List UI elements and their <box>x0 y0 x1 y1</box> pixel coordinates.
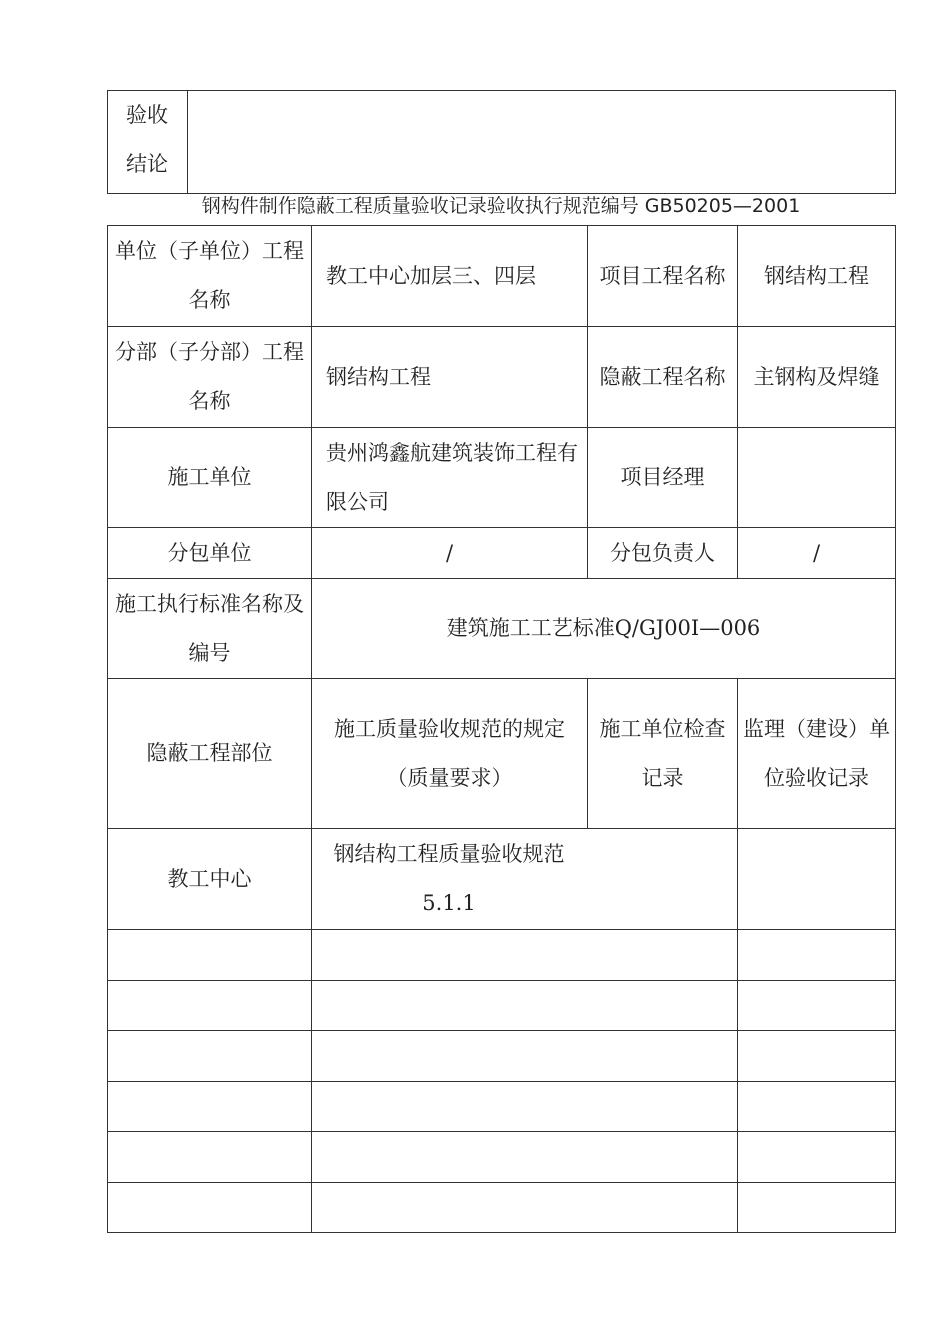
location-cell <box>108 1183 312 1233</box>
supervision-cell <box>738 1183 896 1233</box>
manager-label: 项目经理 <box>620 465 705 489</box>
project-value-cell <box>738 226 896 327</box>
location-cell <box>108 930 312 981</box>
table-row <box>108 1082 896 1132</box>
location-cell <box>108 981 312 1031</box>
form-title: 钢构件制作隐蔽工程质量验收记录验收执行规范编号 GB50205—2001 <box>201 195 801 217</box>
table-row <box>108 1132 896 1183</box>
standard-label-cell <box>108 579 312 679</box>
location-header: 隐蔽工程部位 <box>146 741 273 765</box>
hidden-name-label-cell <box>588 327 738 428</box>
contractor-value-cell <box>312 428 588 528</box>
spec-check-cell <box>312 930 738 981</box>
supervision-cell <box>738 1082 896 1132</box>
manager-value-cell <box>738 428 896 528</box>
unit-value: 教工中心加层三、四层 <box>326 263 536 288</box>
spec-value: 钢结构工程质量验收规范5.1.1 <box>333 842 565 915</box>
table-row <box>108 829 896 930</box>
unit-label-cell <box>108 226 312 327</box>
table-row <box>108 930 896 981</box>
sub-lead-value-cell <box>738 528 896 579</box>
location-cell <box>108 829 312 930</box>
table-row <box>108 1183 896 1233</box>
supervision-header: 监理（建设）单位验收记录 <box>743 716 890 790</box>
acceptance-label: 验收结论 <box>126 103 168 176</box>
spec-check-cell <box>312 1183 738 1233</box>
supervision-cell <box>738 981 896 1031</box>
project-label-cell <box>588 226 738 327</box>
division-value-cell <box>312 327 588 428</box>
spec-check-cell <box>312 1132 738 1183</box>
hidden-name-value: 主钢构及焊缝 <box>753 364 880 389</box>
sub-lead-label-cell <box>588 528 738 579</box>
contractor-label-cell <box>108 428 312 528</box>
supervision-cell <box>738 930 896 981</box>
unit-value-cell <box>312 226 588 327</box>
spec-check-cell <box>312 1031 738 1082</box>
location-cell <box>108 1082 312 1132</box>
subcontractor-label-cell <box>108 528 312 579</box>
project-value: 钢结构工程 <box>764 263 869 288</box>
contractor-label: 施工单位 <box>167 465 252 489</box>
spec-check-cell <box>312 981 738 1031</box>
contractor-row <box>108 428 896 528</box>
supervision-cell <box>738 1132 896 1183</box>
hidden-name-label: 隐蔽工程名称 <box>599 364 726 389</box>
subcontractor-value-cell <box>312 528 588 579</box>
supervision-cell <box>738 1031 896 1082</box>
project-label: 项目工程名称 <box>599 263 726 288</box>
check-header: 施工单位检查记录 <box>599 716 726 790</box>
table-row <box>108 1031 896 1082</box>
record-table <box>107 225 896 1233</box>
standard-value: 建筑施工工艺标准Q/GJ00I—006 <box>446 616 761 640</box>
subcontractor-row <box>108 528 896 579</box>
hidden-name-value-cell <box>738 327 896 428</box>
location-cell <box>108 1132 312 1183</box>
acceptance-table <box>107 90 896 194</box>
location-header-cell <box>108 679 312 829</box>
spec-check-cell <box>312 1082 738 1132</box>
division-label-cell <box>108 327 312 428</box>
division-label: 分部（子分部）工程名称 <box>115 340 304 413</box>
standard-row <box>108 579 896 679</box>
division-value: 钢结构工程 <box>326 364 431 389</box>
location-cell <box>108 1031 312 1082</box>
spec-header-cell <box>312 679 588 829</box>
sub-lead-label: 分包负责人 <box>610 540 715 565</box>
standard-label: 施工执行标准名称及编号 <box>115 591 304 665</box>
unit-label: 单位（子单位）工程名称 <box>115 239 304 312</box>
supervision-cell <box>738 829 896 930</box>
contractor-value: 贵州鸿鑫航建筑装饰工程有限公司 <box>326 440 578 514</box>
division-row <box>108 327 896 428</box>
location-value: 教工中心 <box>167 866 252 891</box>
table-row <box>108 981 896 1031</box>
check-header-cell <box>588 679 738 829</box>
unit-row <box>108 226 896 327</box>
subcontractor-label: 分包单位 <box>167 540 252 565</box>
subcontractor-value: / <box>445 540 454 565</box>
standard-value-cell <box>312 579 896 679</box>
acceptance-label-cell <box>108 91 188 194</box>
sub-lead-value: / <box>812 540 821 565</box>
spec-check-cell <box>312 829 738 930</box>
column-header-row <box>108 679 896 829</box>
manager-label-cell <box>588 428 738 528</box>
supervision-header-cell <box>738 679 896 829</box>
acceptance-value-cell <box>188 91 896 194</box>
spec-header: 施工质量验收规范的规定（质量要求） <box>334 716 565 790</box>
